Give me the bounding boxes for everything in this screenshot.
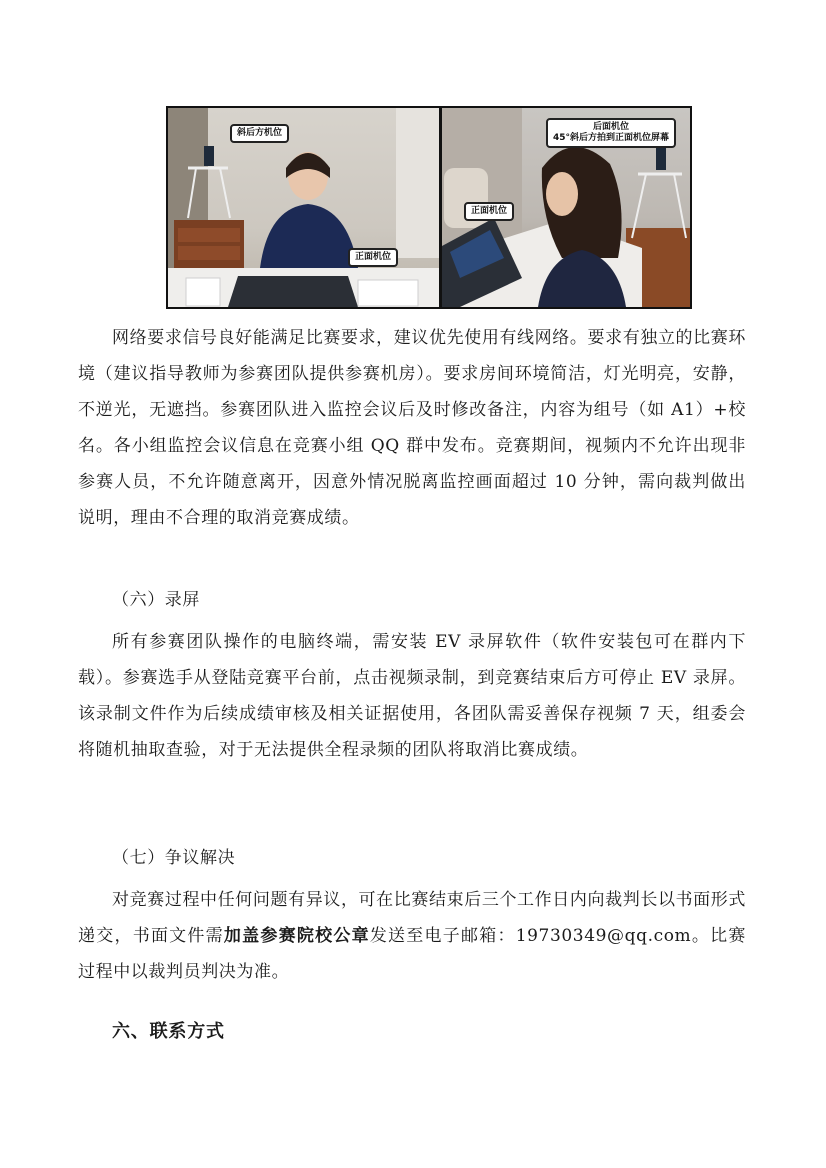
screen-recording-paragraph: 所有参赛团队操作的电脑终端，需安装 EV 录屏软件（软件安装包可在群内下载）。参赛选手从登陆竞赛平台前，点击视频录制，到竞赛结束后方可停止 EV 录屏。该录制文件作为后续成绩审核及相关证据使用，各团队需妥善保存视频 7 天，组委会将随机抽取查验，对于无法提供全程录频的团队将取消比赛成绩。: [78, 632, 746, 760]
label-rear-camera-line1: 后面机位: [593, 122, 630, 132]
dispute-resolution-paragraph: [78, 882, 746, 990]
dispute-text-after: 发送至电子邮箱：19730349@qq.com。比赛过程中以裁判员判决为准。: [78, 926, 746, 982]
dispute-text-before: 对竞赛过程中任何问题有异议，可在比赛结束后三个工作日内向裁判长以书面形式递交，书面文件需: [78, 890, 746, 946]
label-rear-camera: [546, 118, 676, 148]
camera-setup-figure: [166, 106, 692, 309]
section-heading-contact: 六、联系方式: [112, 1021, 225, 1042]
rear-view-photo: [442, 108, 690, 307]
label-front-camera: 正面机位: [348, 248, 398, 267]
label-front-camera-right: 正面机位: [464, 202, 514, 221]
front-view-photo: [168, 108, 439, 307]
network-requirements-paragraph: 网络要求信号良好能满足比赛要求，建议优先使用有线网络。要求有独立的比赛环境（建议指导教师为参赛团队提供参赛机房）。要求房间环境简洁，灯光明亮，安静，不逆光，无遮挡。参赛团队进入监控会议后及时修改备注，内容为组号（如 A1）+校名。各小组监控会议信息在竞赛小组 QQ 群中发布。竞赛期间，视频内不允许出现非参赛人员，不允许随意离开，因意外情况脱离监控画面超过 10 分钟，需向裁判做出说明，理由不合理的取消竞赛成绩。: [78, 328, 746, 528]
label-rear-camera-line2: 45°斜后方拍到正面机位屏幕: [553, 133, 670, 143]
section-heading-dispute: （七）争议解决: [112, 848, 236, 868]
front-view-illustration: [168, 108, 439, 307]
official-seal-emphasis: 加盖参赛院校公章: [223, 926, 370, 946]
label-rear-diagonal-camera: 斜后方机位: [230, 124, 289, 143]
section-heading-recording: （六）录屏: [112, 590, 200, 610]
